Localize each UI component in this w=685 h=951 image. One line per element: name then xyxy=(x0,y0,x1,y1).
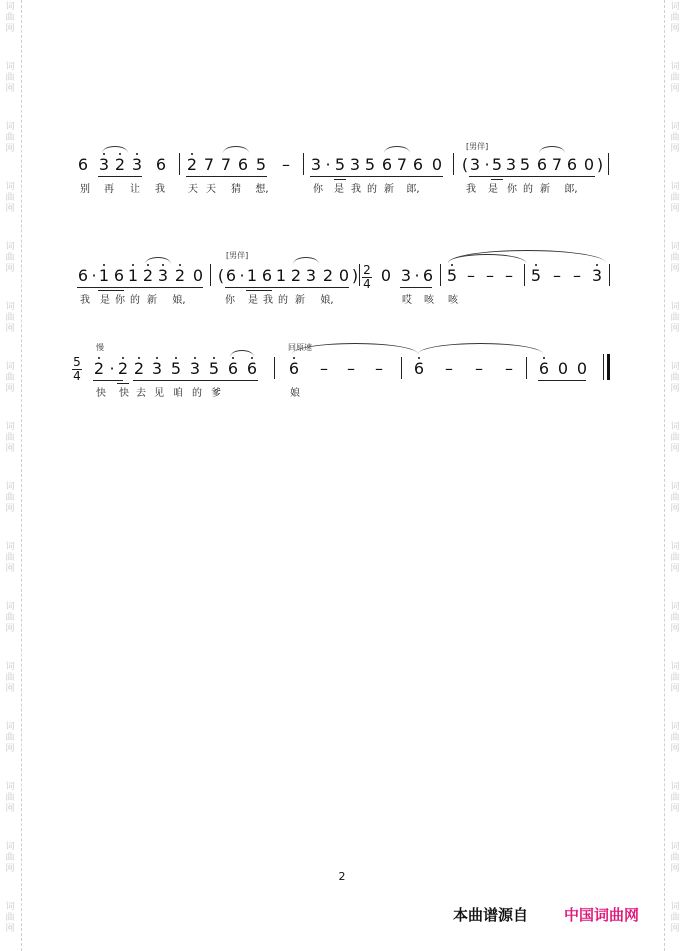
lyric: 的 xyxy=(367,184,377,195)
watermark-text: 词 曲 网 xyxy=(670,902,680,934)
note: 6 xyxy=(246,359,258,378)
watermark-text: 词 曲 网 xyxy=(670,422,680,454)
lyric: 别 xyxy=(80,184,90,195)
high-dot xyxy=(119,153,121,155)
paren-close: ) xyxy=(596,155,604,174)
bar-line xyxy=(526,357,527,379)
lyric: 想, xyxy=(255,184,269,195)
note: 5 xyxy=(491,155,503,174)
bar-line xyxy=(179,153,180,175)
note: 1 xyxy=(127,266,139,285)
note-dash: – xyxy=(375,359,383,378)
note: 3 xyxy=(310,155,322,174)
lyric: 郎, xyxy=(406,184,420,195)
beam xyxy=(538,380,586,381)
lyric: 快 xyxy=(96,388,106,399)
watermark-text: 词 曲 网 xyxy=(5,62,15,94)
bar-line xyxy=(274,357,275,379)
note-dash: – xyxy=(505,266,513,285)
watermark-text: 词 曲 网 xyxy=(670,2,680,34)
note: 2 xyxy=(117,359,129,378)
watermark-text: 词 曲 网 xyxy=(5,362,15,394)
watermark-text: 词 曲 网 xyxy=(5,242,15,274)
note: 0 xyxy=(338,266,350,285)
high-dot xyxy=(98,357,100,359)
note-dash: – xyxy=(467,266,475,285)
lyric: 你 xyxy=(115,295,125,306)
high-dot xyxy=(213,357,215,359)
bar-line xyxy=(453,153,454,175)
paren-open: ( xyxy=(461,155,469,174)
beam xyxy=(334,179,346,180)
note: 5 xyxy=(208,359,220,378)
beam xyxy=(77,287,203,288)
lyric: 娘, xyxy=(320,295,334,306)
note: 3 xyxy=(349,155,361,174)
note: 6 xyxy=(412,155,424,174)
lyric: 让 xyxy=(130,184,140,195)
bar-line xyxy=(359,264,360,286)
high-dot xyxy=(179,264,181,266)
high-dot xyxy=(251,357,253,359)
note: 6 xyxy=(113,266,125,285)
da-capo-mark: 回原速 xyxy=(288,343,312,352)
note: 0 xyxy=(431,155,443,174)
note-dot: · xyxy=(414,266,420,285)
note: 2 xyxy=(142,266,154,285)
note-dash: – xyxy=(475,359,483,378)
note: 6 xyxy=(422,266,434,285)
lyric: 去 xyxy=(136,388,146,399)
lyric: 新 xyxy=(295,295,305,306)
bar-line xyxy=(608,153,609,175)
high-dot xyxy=(543,357,545,359)
high-dot xyxy=(138,357,140,359)
note: 3 xyxy=(591,266,603,285)
watermark-text: 词 曲 网 xyxy=(5,2,15,34)
lyric: 是 xyxy=(488,184,498,195)
bar-line xyxy=(303,153,304,175)
note-dash: – xyxy=(573,266,581,285)
note: 7 xyxy=(203,155,215,174)
lyric: 郎, xyxy=(564,184,578,195)
note: 0 xyxy=(380,266,392,285)
bar-line xyxy=(524,264,525,286)
note-dash: – xyxy=(320,359,328,378)
lyric: 你 xyxy=(313,184,323,195)
footer-source-label: 本曲谱源自 xyxy=(453,906,529,924)
watermark-text: 词 曲 网 xyxy=(5,122,15,154)
lyric: 我 xyxy=(263,295,273,306)
high-dot xyxy=(103,153,105,155)
lyric: 是 xyxy=(248,295,258,306)
lyric: 天 xyxy=(206,184,216,195)
beam xyxy=(98,290,124,291)
note: 3 xyxy=(505,155,517,174)
left-margin-line xyxy=(21,0,22,951)
beam xyxy=(98,176,142,177)
lyric: 再 xyxy=(104,184,114,195)
lyric: 爹 xyxy=(211,388,221,399)
note: 3 xyxy=(151,359,163,378)
watermark-text: 词 曲 网 xyxy=(5,302,15,334)
note: 3 xyxy=(157,266,169,285)
high-dot xyxy=(232,357,234,359)
watermark-text: 词 曲 网 xyxy=(670,302,680,334)
lyric: 是 xyxy=(334,184,344,195)
high-dot xyxy=(103,264,105,266)
lyric: 见 xyxy=(154,388,164,399)
beam xyxy=(310,176,443,177)
note: 6 xyxy=(381,155,393,174)
slur xyxy=(539,146,565,153)
paren-close: ) xyxy=(351,266,359,285)
high-dot xyxy=(147,264,149,266)
beam xyxy=(400,287,432,288)
time-signature-bottom: 4 xyxy=(73,369,81,383)
note: 3 xyxy=(189,359,201,378)
high-dot xyxy=(162,264,164,266)
watermark-text: 词 曲 网 xyxy=(5,182,15,214)
lyric: 猜 xyxy=(231,184,241,195)
beam xyxy=(117,383,129,384)
note: 2 xyxy=(186,155,198,174)
lyric: 新 xyxy=(540,184,550,195)
note: 3 xyxy=(469,155,481,174)
note-dash: – xyxy=(347,359,355,378)
watermark-text: 词 曲 网 xyxy=(5,662,15,694)
note-dash: – xyxy=(486,266,494,285)
slur xyxy=(102,146,128,153)
note-dash: – xyxy=(445,359,453,378)
note: 7 xyxy=(551,155,563,174)
high-dot xyxy=(156,357,158,359)
slur xyxy=(384,146,410,153)
note: 0 xyxy=(583,155,595,174)
high-dot xyxy=(191,153,193,155)
note: 2 xyxy=(322,266,334,285)
note: 5 xyxy=(530,266,542,285)
note-dash: – xyxy=(282,155,290,174)
note-dot: · xyxy=(325,155,331,174)
note: 2 xyxy=(174,266,186,285)
note: 6 xyxy=(77,266,89,285)
time-signature-top: 5 xyxy=(73,355,81,369)
slur xyxy=(223,146,249,153)
lyric: 娘 xyxy=(290,388,300,399)
footer-brand: 中国词曲网 xyxy=(564,906,640,924)
watermark-text: 词 曲 网 xyxy=(670,842,680,874)
note-dot: · xyxy=(239,266,245,285)
lyric: 新 xyxy=(384,184,394,195)
lyric: 的 xyxy=(278,295,288,306)
note-dot: · xyxy=(109,359,115,378)
note-dash: – xyxy=(553,266,561,285)
note: 2 xyxy=(290,266,302,285)
watermark-text: 词 曲 网 xyxy=(670,122,680,154)
lyric: 咳 xyxy=(424,295,434,306)
note: 1 xyxy=(98,266,110,285)
beam xyxy=(246,290,272,291)
high-dot xyxy=(122,357,124,359)
note: 3 xyxy=(305,266,317,285)
note-dot: · xyxy=(91,266,97,285)
note: 5 xyxy=(255,155,267,174)
note: 0 xyxy=(576,359,588,378)
watermark-text: 词 曲 网 xyxy=(5,722,15,754)
lyric: 天 xyxy=(188,184,198,195)
watermark-text: 词 曲 网 xyxy=(5,902,15,934)
note: 1 xyxy=(275,266,287,285)
lyric: 的 xyxy=(523,184,533,195)
watermark-text: 词 曲 网 xyxy=(670,542,680,574)
watermark-text: 词 曲 网 xyxy=(670,242,680,274)
watermark-text: 词 曲 网 xyxy=(670,182,680,214)
note: 2 xyxy=(93,359,105,378)
high-dot xyxy=(451,264,453,266)
bar-line xyxy=(440,264,441,286)
watermark-text: 词 曲 网 xyxy=(5,782,15,814)
note: 5 xyxy=(364,155,376,174)
lyric: 你 xyxy=(225,295,235,306)
high-dot xyxy=(132,264,134,266)
slur xyxy=(145,257,171,264)
lyric: 哎 xyxy=(402,295,412,306)
lyric: 咱 xyxy=(173,388,183,399)
lyric: 快 xyxy=(119,388,129,399)
note: 3 xyxy=(98,155,110,174)
note: 6 xyxy=(413,359,425,378)
page-number: 2 xyxy=(338,870,346,883)
lyric: 是 xyxy=(100,295,110,306)
note: 6 xyxy=(288,359,300,378)
slur xyxy=(293,257,319,264)
lyric: 我 xyxy=(80,295,90,306)
watermark-text: 词 曲 网 xyxy=(670,62,680,94)
bar-line xyxy=(609,264,610,286)
high-dot xyxy=(535,264,537,266)
paren-open: ( xyxy=(217,266,225,285)
bar-line xyxy=(401,357,402,379)
lyric: 的 xyxy=(192,388,202,399)
watermark-text: 词 曲 网 xyxy=(670,722,680,754)
slow-mark: 慢 xyxy=(96,343,104,352)
beam xyxy=(133,380,258,381)
male-harmony-mark: [男伴] xyxy=(226,251,249,260)
watermark-text: 词 曲 网 xyxy=(5,422,15,454)
lyric: 新 xyxy=(147,295,157,306)
note: 3 xyxy=(400,266,412,285)
beam xyxy=(93,380,123,381)
note-dot: · xyxy=(484,155,490,174)
note: 6 xyxy=(536,155,548,174)
lyric: 我 xyxy=(466,184,476,195)
note: 6 xyxy=(538,359,550,378)
bar-line xyxy=(210,264,211,286)
watermark-text: 词 曲 网 xyxy=(5,482,15,514)
time-signature-bottom: 4 xyxy=(363,277,371,291)
lyric: 咳 xyxy=(448,295,458,306)
beam xyxy=(186,176,267,177)
note: 1 xyxy=(246,266,258,285)
watermark-text: 词 曲 网 xyxy=(670,482,680,514)
male-harmony-mark: [男伴] xyxy=(466,142,489,151)
slur xyxy=(230,350,254,357)
note: 6 xyxy=(155,155,167,174)
final-bar-thin xyxy=(603,354,604,380)
note: 5 xyxy=(334,155,346,174)
lyric: 我 xyxy=(155,184,165,195)
note: 7 xyxy=(396,155,408,174)
high-dot xyxy=(136,153,138,155)
watermark-text: 词 曲 网 xyxy=(5,842,15,874)
high-dot xyxy=(194,357,196,359)
note: 0 xyxy=(557,359,569,378)
note: 6 xyxy=(566,155,578,174)
note: 6 xyxy=(261,266,273,285)
tie xyxy=(418,343,543,354)
note: 5 xyxy=(446,266,458,285)
final-bar-thick xyxy=(607,354,610,380)
note: 0 xyxy=(192,266,204,285)
lyric: 你 xyxy=(507,184,517,195)
watermark-text: 词 曲 网 xyxy=(670,602,680,634)
lyric: 我 xyxy=(351,184,361,195)
note-dash: – xyxy=(505,359,513,378)
watermark-text: 词 曲 网 xyxy=(670,362,680,394)
watermark-text: 词 曲 网 xyxy=(5,542,15,574)
lyric: 的 xyxy=(130,295,140,306)
note: 6 xyxy=(237,155,249,174)
time-signature-top: 2 xyxy=(363,263,371,277)
high-dot xyxy=(596,264,598,266)
high-dot xyxy=(293,357,295,359)
note: 2 xyxy=(133,359,145,378)
note: 3 xyxy=(131,155,143,174)
note: 6 xyxy=(77,155,89,174)
note: 7 xyxy=(220,155,232,174)
note: 2 xyxy=(114,155,126,174)
high-dot xyxy=(175,357,177,359)
note: 5 xyxy=(519,155,531,174)
watermark-text: 词 曲 网 xyxy=(670,662,680,694)
note: 6 xyxy=(227,359,239,378)
watermark-text: 词 曲 网 xyxy=(5,602,15,634)
watermark-text: 词 曲 网 xyxy=(670,782,680,814)
beam xyxy=(491,179,503,180)
note: 5 xyxy=(170,359,182,378)
high-dot xyxy=(418,357,420,359)
right-margin-line xyxy=(664,0,665,951)
note: 6 xyxy=(225,266,237,285)
beam xyxy=(225,287,349,288)
beam xyxy=(469,176,595,177)
lyric: 娘, xyxy=(172,295,186,306)
